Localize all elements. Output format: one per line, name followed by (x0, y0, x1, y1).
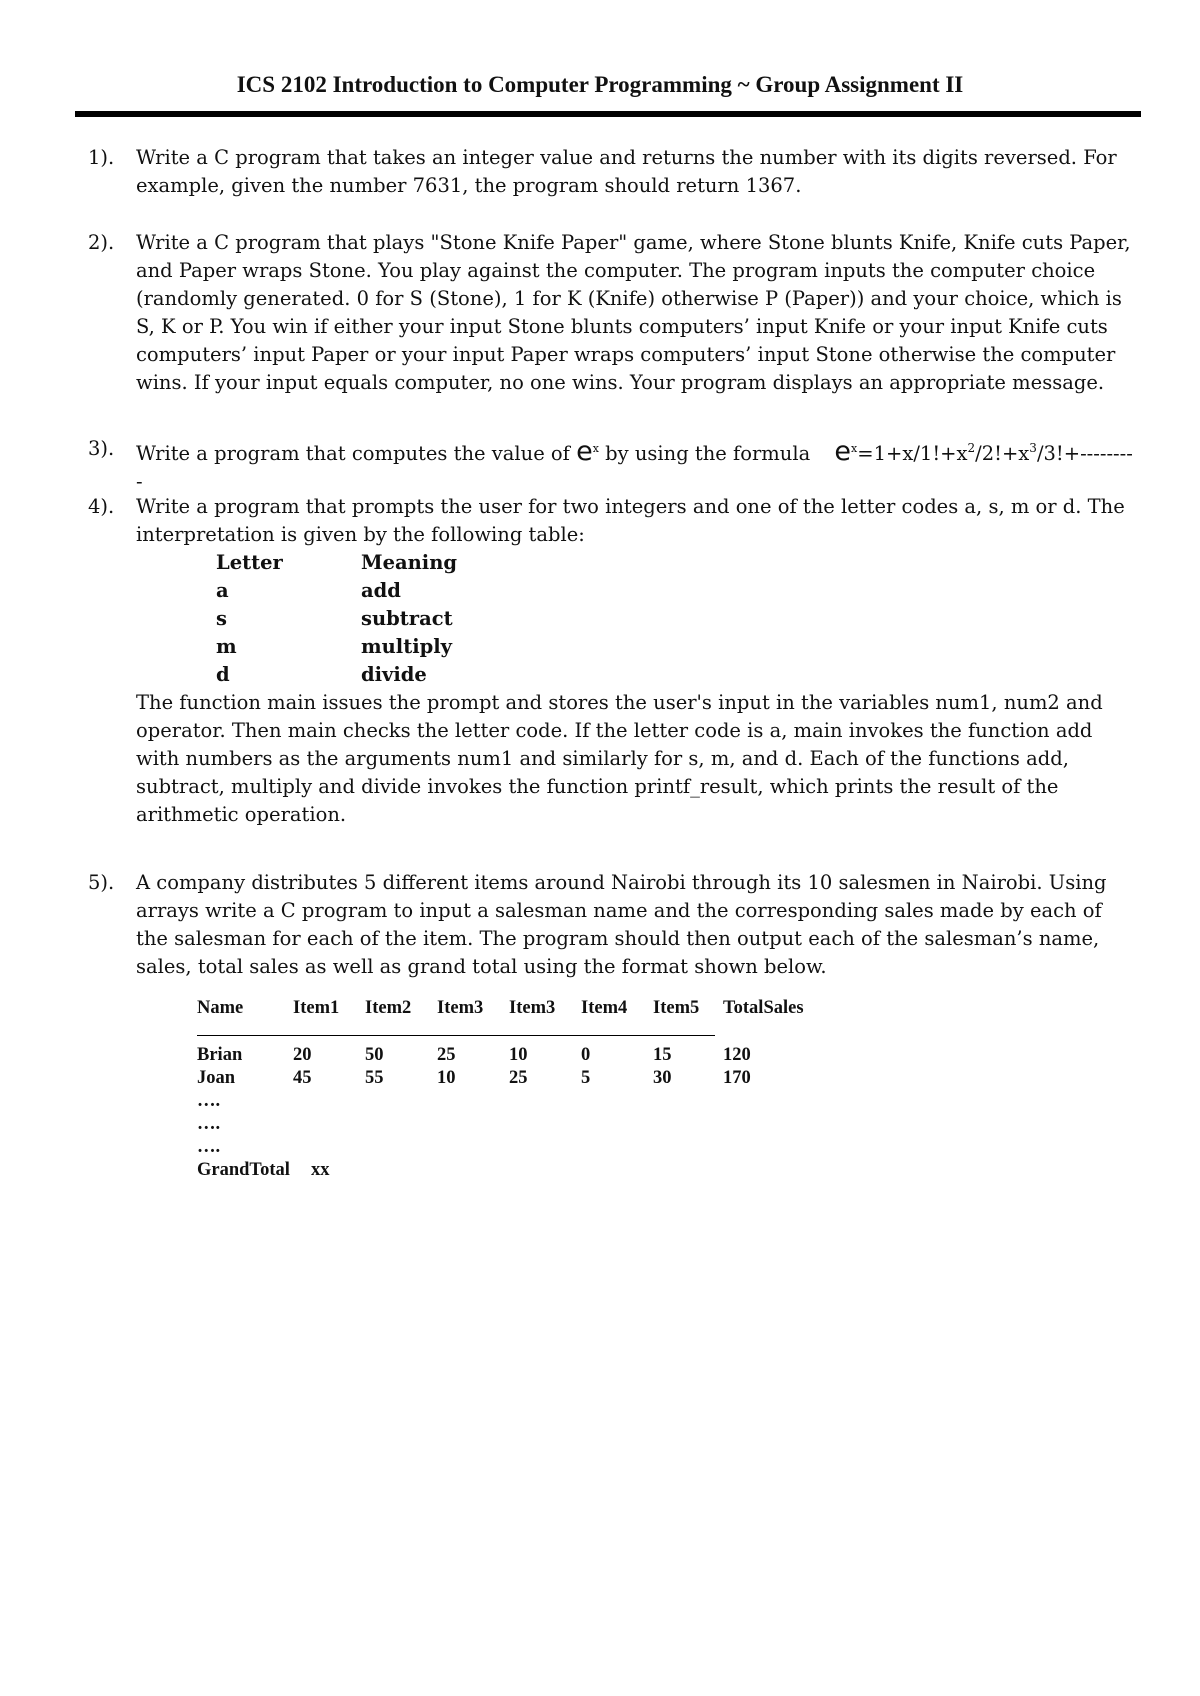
question-5 (88, 869, 1138, 981)
table-header-meaning: Meaning (361, 551, 458, 574)
sales-header-cell: Item2 (365, 998, 412, 1018)
sales-header-cell: Item3 (509, 998, 556, 1018)
sales-cell: 120 (723, 1045, 751, 1065)
e-exponent: x (592, 442, 599, 455)
sales-cell: 10 (509, 1045, 528, 1065)
question-number: 1). (88, 146, 115, 169)
page-title: ICS 2102 Introduction to Computer Programming ~ Group Assignment II (236, 72, 964, 97)
table-row (216, 605, 457, 633)
ellipsis: …. (197, 1137, 221, 1157)
sales-cell: 55 (365, 1068, 384, 1088)
table-cell-letter: d (216, 663, 230, 686)
question-text: Write a program that prompts the user for two integers and one of the letter codes a, s, m or d. The interpretation is given by the following table: (136, 495, 1125, 546)
table-row (216, 633, 457, 661)
sales-cell: 0 (581, 1045, 591, 1065)
ellipsis: …. (197, 1091, 221, 1111)
sales-header-cell: Item1 (293, 998, 340, 1018)
table-row (216, 577, 457, 605)
formula-e-symbol: e (834, 436, 852, 467)
sales-cell: Brian (197, 1045, 243, 1065)
table-header-letter: Letter (216, 551, 283, 574)
sales-cell: 45 (293, 1068, 312, 1088)
sales-cell: 25 (437, 1045, 456, 1065)
table-cell-letter: a (216, 579, 229, 602)
question-text-middle: by using the formula (605, 442, 811, 465)
ellipsis: …. (197, 1114, 221, 1134)
question-number: 4). (88, 495, 115, 518)
question-text-continued: The function main issues the prompt and stores the user's input in the variables num1, num2 and operator. Then main checks the letter code. If the letter code is a, main invokes the function add with numbers as the arguments num1 and similarly for s, m, and d. Each of the functions add, subtract, multiply and divide invokes the function printf_result, which prints the result of the arithmetic operation. (136, 691, 1103, 826)
sales-cell: 15 (653, 1045, 672, 1065)
question-2 (88, 229, 1138, 397)
sales-header-cell: Item5 (653, 998, 700, 1018)
table-cell-meaning: multiply (361, 635, 453, 658)
sales-header-cell: Item4 (581, 998, 628, 1018)
title-rule (75, 111, 1141, 117)
sales-cell: 50 (365, 1045, 384, 1065)
question-number: 2). (88, 231, 115, 254)
question-3 (88, 435, 1138, 496)
formula-superscript: 3 (1029, 441, 1037, 455)
sales-cell: Joan (197, 1068, 236, 1088)
question-text (136, 435, 1138, 496)
sales-header-cell: Name (197, 998, 244, 1018)
question-text: A company distributes 5 different items around Nairobi through its 10 salesmen in Nairobi. Using arrays write a C program to input a salesman name and the corresponding sales made by each of the salesman for each of the item. The program should then output each of the salesman’s name, sales, total sales as well as grand total using the format shown below. (136, 871, 1107, 978)
question-text-before: Write a program that computes the value of (136, 442, 570, 465)
sales-cell: 20 (293, 1045, 312, 1065)
question-text: Write a C program that takes an integer value and returns the number with its digits reversed. For example, given the number 7631, the program should return 1367. (136, 146, 1117, 197)
sales-header-rule (197, 1035, 715, 1036)
sales-header-cell: TotalSales (723, 998, 804, 1018)
question-text: Write a C program that plays "Stone Knife Paper" game, where Stone blunts Knife, Knife cuts Paper, and Paper wraps Stone. You play against the computer. The program inputs the computer choice (randomly generated. 0 for S (Stone), 1 for K (Knife) otherwise P (Paper)) and your choice, which is S, K or P. You win if either your input Stone blunts computers’ input Knife or your input Knife cuts computers’ input Paper or your input Paper wraps computers’ input Stone otherwise the computer wins. If your input equals computer, no one wins. Your program displays an appropriate message. (136, 231, 1131, 394)
question-4 (88, 493, 1138, 829)
table-cell-meaning: subtract (361, 607, 453, 630)
formula-e-exponent: x (851, 442, 858, 455)
grand-total-label: GrandTotal (197, 1160, 290, 1180)
sales-cell: 5 (581, 1068, 591, 1088)
sales-cell: 25 (509, 1068, 528, 1088)
table-cell-meaning: add (361, 579, 401, 602)
question-number: 5). (88, 871, 115, 894)
table-cell-meaning: divide (361, 663, 427, 686)
table-cell-letter: m (216, 635, 237, 658)
table-header-row (216, 549, 457, 577)
table-row (216, 661, 457, 689)
grand-total-value: xx (311, 1160, 330, 1180)
sales-cell: 30 (653, 1068, 672, 1088)
letter-code-table (216, 549, 457, 689)
sales-cell: 10 (437, 1068, 456, 1088)
question-1 (88, 144, 1138, 200)
table-cell-letter: s (216, 607, 227, 630)
sales-header-cell: Item3 (437, 998, 484, 1018)
question-number: 3). (88, 437, 115, 460)
formula-part: /3!+--------- (136, 442, 1133, 493)
formula-part: =1+x/1!+x (857, 442, 968, 465)
sales-cell: 170 (723, 1068, 751, 1088)
formula-part: /2!+x (975, 442, 1030, 465)
e-symbol: e (576, 436, 593, 467)
formula-superscript: 2 (967, 441, 976, 455)
